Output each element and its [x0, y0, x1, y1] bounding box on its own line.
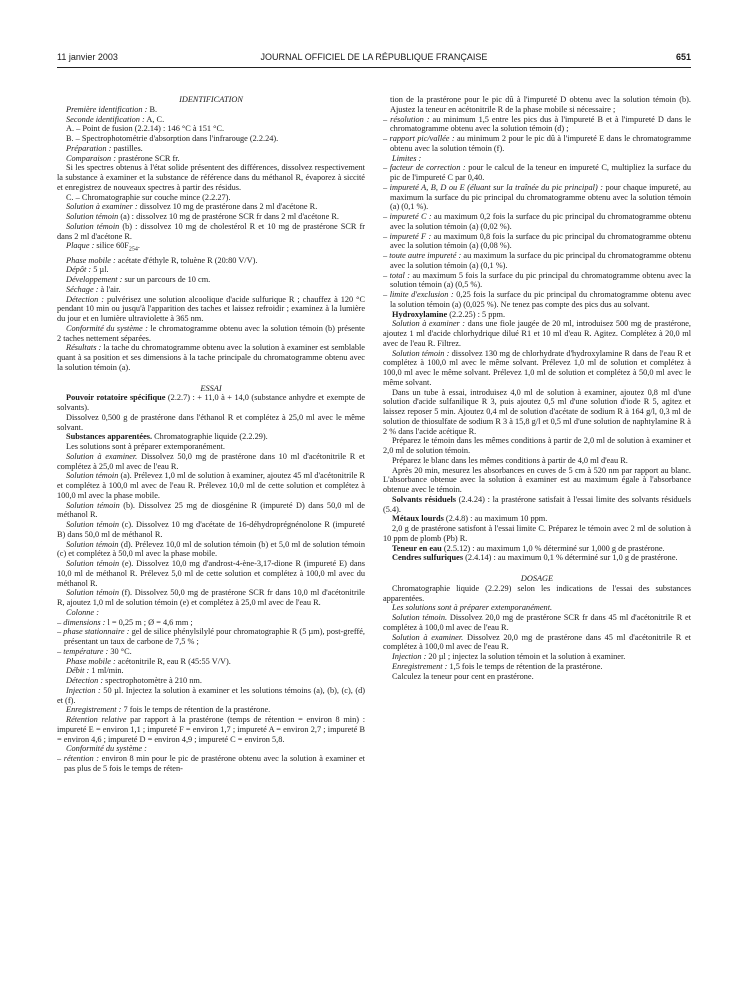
- text-run: (a) : dissolvez 10 mg de prastérone SCR fr dans 2 ml d'acétone R.: [118, 212, 339, 221]
- paragraph: [57, 520, 365, 540]
- text-run: la tache du chromatogramme obtenu avec la solution à examiner est semblable quant à sa position et ses dimensions à la tache principale du chromatogramme obtenu avec la solution témoin (a).: [57, 343, 365, 372]
- text-run: 254: [128, 246, 138, 253]
- text-run: (b). Dissolvez 25 mg de diosgénine R (impureté D) dans 50,0 ml de méthanol R.: [57, 500, 365, 520]
- text-run: (2.4.8) : au maximum 10 ppm.: [443, 514, 548, 524]
- text-run: sur un parcours de 10 cm.: [122, 275, 211, 285]
- text-run: (2.2.7) : + 11,0 à + 14,0 (substance anhydre et exempte de solvants).: [57, 393, 365, 413]
- text-run: (2.4.14) : au maximum 0,1 % déterminé sur 1,0 g de prastérone.: [463, 553, 678, 563]
- text-run: Les solutions sont à préparer extemporanément.: [66, 442, 225, 452]
- italic-run: Solution témoin: [66, 500, 120, 510]
- paragraph: [383, 349, 691, 388]
- italic-run: Solution à examiner :: [66, 202, 138, 212]
- paragraph: [57, 540, 365, 560]
- list-item: [57, 618, 365, 628]
- paragraph: [383, 456, 691, 466]
- text-run: Si les spectres obtenus à l'état solide présentent des différences, dissolvez respectivement la substance à examiner et la substance de référence dans du méthanol R, évaporez à siccité et enregistrez de nouveaux spectres à partir des résidus.: [57, 163, 365, 192]
- paragraph: [383, 514, 691, 524]
- text-run: Préparez le blanc dans les mêmes conditions à partir de 4,0 ml d'eau R.: [392, 455, 628, 465]
- paragraph: [57, 588, 365, 608]
- paragraph: [383, 154, 691, 164]
- italic-run: rapport pic/vallée :: [389, 134, 455, 143]
- text-run: 30 °C.: [108, 646, 132, 656]
- text-run: (c). Dissolvez 10 mg d'acétate de 16-déhydroprégnénolone R (impureté B) dans 50,0 ml de méthanol R.: [57, 520, 365, 539]
- header-rule: [57, 67, 691, 68]
- paragraph: [57, 413, 365, 433]
- page-header: [57, 52, 691, 64]
- italic-run: toute autre impureté :: [389, 251, 462, 260]
- italic-run: Plaque :: [66, 241, 95, 251]
- italic-run: Dépôt :: [66, 265, 92, 275]
- text-run: pour chaque impureté, au maximum la surface du pic principal du chromatogramme obtenu avec la solution témoin (a) (0,1 %).: [390, 182, 691, 212]
- italic-run: Colonne :: [66, 607, 99, 617]
- paragraph: [383, 544, 691, 554]
- paragraph: [57, 154, 365, 164]
- list-item: [383, 212, 691, 232]
- text-run: (a). Prélevez 1,0 ml de solution à examiner, ajoutez 45 ml d'acétonitrile R et complétez à 100,0 ml avec de l'eau R. Prélevez 10,0 ml de cette solution et complétez à 100,0 ml avec la phase mobile.: [57, 471, 365, 500]
- paragraph: [57, 432, 365, 442]
- paragraph: [57, 163, 365, 192]
- paragraph: [57, 295, 365, 324]
- paragraph: [57, 343, 365, 372]
- paragraph: [57, 115, 365, 125]
- paragraph: [383, 633, 691, 653]
- text-run: (2.5.12) : au maximum 1,0 % déterminé sur 1,000 g de prastérone.: [441, 543, 665, 553]
- paragraph: [383, 524, 691, 544]
- bold-run: Métaux lourds: [392, 514, 444, 524]
- text-run: –: [383, 182, 390, 192]
- text-run: gel de silice phénylsilylé pour chromatographie R (5 µm), post-greffé, présentant un taux de carbone de 7,5 % ;: [64, 627, 365, 647]
- text-run: spectrophotomètre à 210 nm.: [103, 676, 202, 686]
- italic-run: dimensions :: [63, 617, 106, 627]
- paragraph: [383, 495, 691, 515]
- italic-run: Solution témoin: [66, 212, 119, 221]
- italic-run: limite d'exclusion :: [389, 290, 454, 299]
- text-run: acétonitrile R, eau R (45:55 V/V).: [115, 656, 231, 666]
- text-run: Dissolvez 0,500 g de prastérone dans l'éthanol R et complétez à 25,0 ml avec le même solvant.: [57, 412, 365, 432]
- italic-run: température :: [63, 646, 109, 656]
- paragraph: [57, 212, 365, 222]
- italic-run: Solution à examiner.: [392, 632, 464, 642]
- text-run: –: [57, 646, 64, 656]
- italic-run: Injection :: [392, 652, 427, 661]
- text-run: (d). Prélevez 10,0 ml de solution témoin (b) et 5,0 ml de solution témoin (c) et complétez à 50,0 ml avec la phase mobile.: [57, 539, 365, 559]
- text-run: (2.4.24) : la prastérone satisfait à l'essai limite des solvants résiduels (5.4).: [383, 494, 691, 514]
- list-item: [383, 232, 691, 252]
- list-item: [383, 183, 691, 212]
- italic-run: Développement :: [66, 275, 123, 285]
- paragraph: [57, 124, 365, 134]
- italic-run: Seconde identification :: [66, 114, 145, 124]
- text-run: prastérone SCR fr.: [116, 153, 180, 163]
- bold-run: Cendres sulfuriques: [392, 553, 464, 563]
- text-run: B. – Spectrophotométrie d'absorption dans l'infrarouge (2.2.24).: [66, 134, 279, 143]
- text-run: –: [383, 163, 390, 173]
- italic-run: Solution témoin :: [392, 348, 450, 358]
- paragraph: [57, 676, 365, 686]
- text-run: 2,0 g de prastérone satisfont à l'essai limite C. Préparez le témoin avec 2 ml de solution à 10 ppm de plomb (Pb) R.: [383, 524, 691, 543]
- paragraph: [383, 672, 691, 682]
- bold-run: Teneur en eau: [392, 543, 442, 553]
- text-run: –: [383, 290, 390, 299]
- text-run: Dissolvez 20,0 mg de prastérone dans 45 ml d'acétonitrile R et complétez à 100,0 ml avec de l'eau R.: [383, 632, 691, 652]
- text-run: Préparez le témoin dans les mêmes conditions à partir de 2,0 ml de solution à examiner et 2,0 ml de solution témoin.: [383, 436, 691, 455]
- text-run: Calculez la teneur pour cent en prastérone.: [392, 671, 534, 681]
- text-run: pour le calcul de la teneur en impureté C, multipliez la surface du pic de l'impureté C par 0,40.: [390, 163, 691, 182]
- paragraph: [57, 285, 365, 295]
- bold-run: Pouvoir rotatoire spécifique: [66, 393, 166, 403]
- italic-run: impureté A, B, D ou E (éluant sur la traînée du pic principal) :: [389, 182, 603, 192]
- list-item: [383, 290, 691, 310]
- paragraph: [57, 265, 365, 275]
- paragraph: [57, 452, 365, 472]
- bold-run: Hydroxylamine: [392, 309, 448, 319]
- text-run: Chromatographie liquide (2.2.29).: [152, 432, 268, 442]
- text-run: 50 µl. Injectez la solution à examiner et les solutions témoins (a), (b), (c), (d) et (f).: [57, 685, 365, 705]
- italic-run: Séchage :: [66, 284, 99, 294]
- issue-date: 11 janvier 2003: [57, 52, 118, 62]
- paragraph: [383, 662, 691, 672]
- paragraph: [57, 105, 365, 115]
- text-run: acétate d'éthyle R, toluène R (20:80 V/V).: [115, 255, 258, 265]
- paragraph: [57, 275, 365, 285]
- text-run: –: [383, 251, 390, 260]
- text-run: Après 20 min, mesurez les absorbances en cuves de 5 cm à 520 nm par rapport au blanc. L'absorbance obtenue avec la solution à examiner est au maximum égale à l'absorbance obtenue avec le témoin.: [383, 465, 691, 494]
- text-run: dans une fiole jaugée de 20 ml, introduisez 500 mg de prastérone, ajoutez 1 ml d'acide chlorhydrique dilué R1 et 10 ml d'eau R. Agitez. Complétez à 20,0 ml avec de l'eau R. Filtrez.: [383, 319, 691, 348]
- text-run: au maximum 0,8 fois la surface du pic principal du chromatogramme obtenu avec la solution témoin (a) (0,08 %).: [390, 231, 691, 251]
- paragraph: [383, 553, 691, 563]
- text-run: au maximum 5 fois la surface du pic principal du chromatogramme obtenu avec la solution témoin (a) (0,5 %).: [390, 270, 691, 290]
- paragraph: [57, 202, 365, 212]
- paragraph: [57, 324, 365, 344]
- paragraph: [57, 559, 365, 588]
- text-run: (f). Dissolvez 50,0 mg de prastérone SCR fr dans 10,0 ml d'acétonitrile R, ajoutez 1,0 ml de solution témoin (e) et complétez à 25,0 ml avec de l'eau R.: [57, 588, 365, 608]
- paragraph: [57, 442, 365, 452]
- list-item: [383, 134, 691, 154]
- list-item: [383, 115, 691, 135]
- italic-run: Solution témoin.: [392, 613, 448, 622]
- text-run: l = 0,25 m ; Ø = 4,6 mm ;: [105, 617, 193, 627]
- italic-run: Solution témoin: [66, 520, 120, 530]
- italic-run: Enregistrement :: [66, 705, 122, 715]
- text-run: 0,25 fois la surface du pic principal du chromatogramme obtenu avec la solution témoin (a) (0,025 %). Ne tenez pas compte des pics dus au solvant.: [390, 290, 691, 309]
- paragraph: [57, 715, 365, 744]
- list-item: [383, 95, 691, 115]
- text-run: (2.2.25) : 5 ppm.: [447, 309, 506, 319]
- paragraph: [57, 193, 365, 203]
- bold-run: Solvants résiduels: [392, 494, 456, 504]
- italic-run: phase stationnaire :: [63, 627, 130, 637]
- text-run: –: [57, 754, 64, 764]
- text-run: 1 ml/min.: [89, 666, 124, 676]
- left-column: [57, 95, 365, 774]
- section-heading: IDENTIFICATION: [179, 95, 243, 104]
- text-run: par rapport à la prastérone (temps de rétention = environ 8 min) : impureté E = environ 1,1 ; impureté F = environ 1,7 ; impureté A = environ 2,7 ; impureté B = environ 4,6 ; impureté D = environ 4,9 ; impureté C = environ 5,8.: [57, 715, 365, 744]
- italic-run: Solution témoin: [66, 588, 119, 598]
- italic-run: Détection :: [66, 294, 104, 304]
- text-run: –: [57, 617, 64, 627]
- list-item: [57, 627, 365, 647]
- italic-run: Solution témoin: [66, 539, 119, 549]
- list-item: [383, 251, 691, 271]
- text-run: au maximum 0,2 fois la surface du pic principal du chromatogramme obtenu avec la solution témoin (a) (0,02 %).: [390, 212, 691, 231]
- list-item: [383, 271, 691, 291]
- page-number: 651: [675, 52, 691, 62]
- paragraph: [57, 256, 365, 266]
- paragraph: [57, 666, 365, 676]
- paragraph: [383, 603, 691, 613]
- paragraph: [57, 744, 365, 754]
- italic-run: Conformité du système :: [66, 744, 147, 754]
- text-run: Dans un tube à essai, introduisez 4,0 ml de solution à examiner, ajoutez 0,8 ml d'une solution d'acide sulfanilique R 3, puis ajoutez 0,5 ml d'une solution d'iode R 5, agitez et laissez reposer 5 min. Ajoutez 0,4 ml de solution d'acétate de sodium R à 164 g/l, 0,3 ml de solution de thiosulfate de sodium R 3 à 15,8 g/l et 0,5 ml d'une solution de naphtylamine R à 2 % dans l'acide acétique R.: [383, 387, 691, 436]
- list-item: [57, 754, 365, 774]
- text-run: –: [383, 114, 391, 124]
- italic-run: facteur de correction :: [389, 163, 466, 173]
- paragraph: [383, 436, 691, 456]
- text-run: pastilles.: [111, 143, 143, 153]
- paragraph: [57, 393, 365, 413]
- text-run: tion de la prastérone pour le pic dû à l'impureté D obtenu avec la solution témoin (b). Ajustez la teneur en acétonitrile R de la phase mobile si nécessaire ;: [390, 95, 691, 114]
- italic-run: Phase mobile :: [66, 656, 116, 666]
- paragraph: [57, 657, 365, 667]
- text-run: –: [383, 212, 390, 221]
- paragraph: [383, 466, 691, 495]
- italic-run: Solution à examiner.: [66, 451, 138, 461]
- paragraph: [57, 222, 365, 242]
- paragraph: [57, 241, 365, 255]
- paragraph: [57, 134, 365, 144]
- right-column: [383, 95, 691, 681]
- italic-run: rétention :: [63, 754, 100, 764]
- italic-run: Enregistrement :: [392, 661, 448, 671]
- paragraph: [383, 310, 691, 320]
- text-run: –: [57, 627, 64, 637]
- text-run: A. – Point de fusion (2.2.14) : 146 °C à 151 °C.: [66, 124, 225, 134]
- paragraph: [57, 144, 365, 154]
- italic-run: Comparaison :: [66, 153, 117, 163]
- text-run: le chromatogramme obtenu avec la solution témoin (b) présente 2 taches nettement séparées.: [57, 323, 365, 343]
- paragraph: [383, 584, 691, 604]
- text-run: 1,5 fois le temps de rétention de la prastérone.: [447, 661, 603, 671]
- text-run: dissolvez 10 mg de prastérone dans 2 ml d'acétone R.: [137, 202, 318, 212]
- paragraph: [383, 613, 691, 633]
- text-run: B.: [147, 104, 158, 114]
- text-run: 7 fois le temps de rétention de la prastérone.: [121, 705, 271, 715]
- text-run: 5 µl.: [91, 265, 109, 275]
- italic-run: total :: [389, 270, 411, 280]
- italic-run: impureté F :: [389, 231, 432, 241]
- italic-run: Injection :: [66, 685, 101, 695]
- bold-run: Substances apparentées.: [66, 432, 153, 442]
- section-heading: DOSAGE: [520, 574, 554, 583]
- text-run: Dissolvez 20,0 mg de prastérone SCR fr dans 45 ml d'acétonitrile R et complétez à 100,0 ml avec de l'eau R.: [383, 613, 691, 632]
- paragraph: [383, 319, 691, 348]
- text-run: 20 µl ; injectez la solution témoin et la solution à examiner.: [426, 652, 626, 661]
- italic-run: Préparation :: [66, 143, 112, 153]
- italic-run: Phase mobile :: [66, 255, 116, 265]
- text-run: A, C.: [144, 114, 165, 124]
- paragraph: [383, 388, 691, 437]
- italic-run: Résultats :: [66, 343, 102, 353]
- italic-run: Détection :: [66, 676, 104, 686]
- italic-run: impureté C :: [389, 212, 432, 221]
- paragraph: [57, 686, 365, 706]
- italic-run: Solution à examiner :: [392, 319, 466, 329]
- text-run: dissolvez 130 mg de chlorhydrate d'hydroxylamine R dans de l'eau R et complétez à 100,0 ml avec le même solvant. Prélevez 1,0 ml de solution et complétez à 100,0 ml avec le même solvant. Prélevez 1,0 ml de solution et complétez à 50,0 ml avec le même solvant.: [383, 348, 691, 387]
- italic-run: Débit :: [66, 666, 90, 676]
- italic-run: Rétention relative: [66, 715, 127, 725]
- text-run: Chromatographie liquide (2.2.29) selon les indications de l'essai des substances apparentées.: [383, 583, 691, 603]
- list-item: [57, 647, 365, 657]
- text-run: au minimum 1,5 entre les pics dus à l'impureté B et à l'impureté D dans le chromatogramme obtenu avec la solution témoin (d) ;: [390, 114, 691, 134]
- text-run: silice 60F: [94, 241, 129, 251]
- text-run: environ 8 min pour le pic de prastérone obtenu avec la solution à examiner et pas plus de 5 fois le temps de réten-: [64, 754, 365, 773]
- text-run: (e). Dissolvez 10,0 mg d'androst-4-ène-3,17-dione R (impureté E) dans 10,0 ml de méthanol R. Prélevez 5,0 ml de cette solution et complétez à 100,0 ml avec du méthanol R.: [57, 559, 365, 588]
- italic-run: Les solutions sont à préparer extemporanément.: [392, 603, 553, 613]
- italic-run: Solution témoin: [66, 471, 119, 481]
- paragraph: [57, 705, 365, 715]
- paragraph: [57, 608, 365, 618]
- text-run: au maximum la surface du pic principal du chromatogramme obtenu avec la solution témoin (a) (0,1 %).: [390, 251, 691, 270]
- italic-run: résolution :: [390, 114, 430, 124]
- text-run: C. – Chromatographie sur couche mince (2.2.27).: [66, 192, 231, 202]
- text-run: au minimum 2 pour le pic dû à l'impureté E dans le chromatogramme obtenu avec la solution témoin (f).: [390, 134, 691, 153]
- text-run: –: [383, 231, 390, 241]
- section-heading: ESSAI: [200, 383, 222, 393]
- italic-run: Solution témoin: [66, 221, 120, 231]
- text-run: –: [383, 134, 390, 143]
- text-run: à l'air.: [98, 284, 121, 294]
- italic-run: Première identification :: [66, 104, 148, 114]
- text-run: pulvérisez une solution alcoolique d'acide sulfurique R ; chauffez à 120 °C pendant 10 min ou jusqu'à l'apparition des taches et laissez refroidir ; examinez à la lumière du jour et en lumière ultraviolette à 365 nm.: [57, 294, 365, 324]
- text-run: (b) : dissolvez 10 mg de cholestérol R et 10 mg de prastérone SCR fr dans 2 ml d'acétone R.: [57, 221, 365, 241]
- text-run: –: [383, 270, 390, 280]
- paragraph: [383, 652, 691, 662]
- text-run: Dissolvez 50,0 mg de prastérone dans 10 ml d'acétonitrile R et complétez à 25,0 ml avec de l'eau R.: [57, 451, 365, 471]
- journal-title: JOURNAL OFFICIEL DE LA RÉPUBLIQUE FRANÇAISE: [260, 52, 488, 62]
- text-run: .: [137, 241, 140, 251]
- paragraph: [57, 471, 365, 500]
- italic-run: Conformité du système :: [66, 323, 148, 333]
- italic-run: Solution témoin: [66, 559, 120, 569]
- paragraph: [57, 501, 365, 521]
- list-item: [383, 163, 691, 183]
- italic-run: Limites :: [392, 153, 422, 163]
